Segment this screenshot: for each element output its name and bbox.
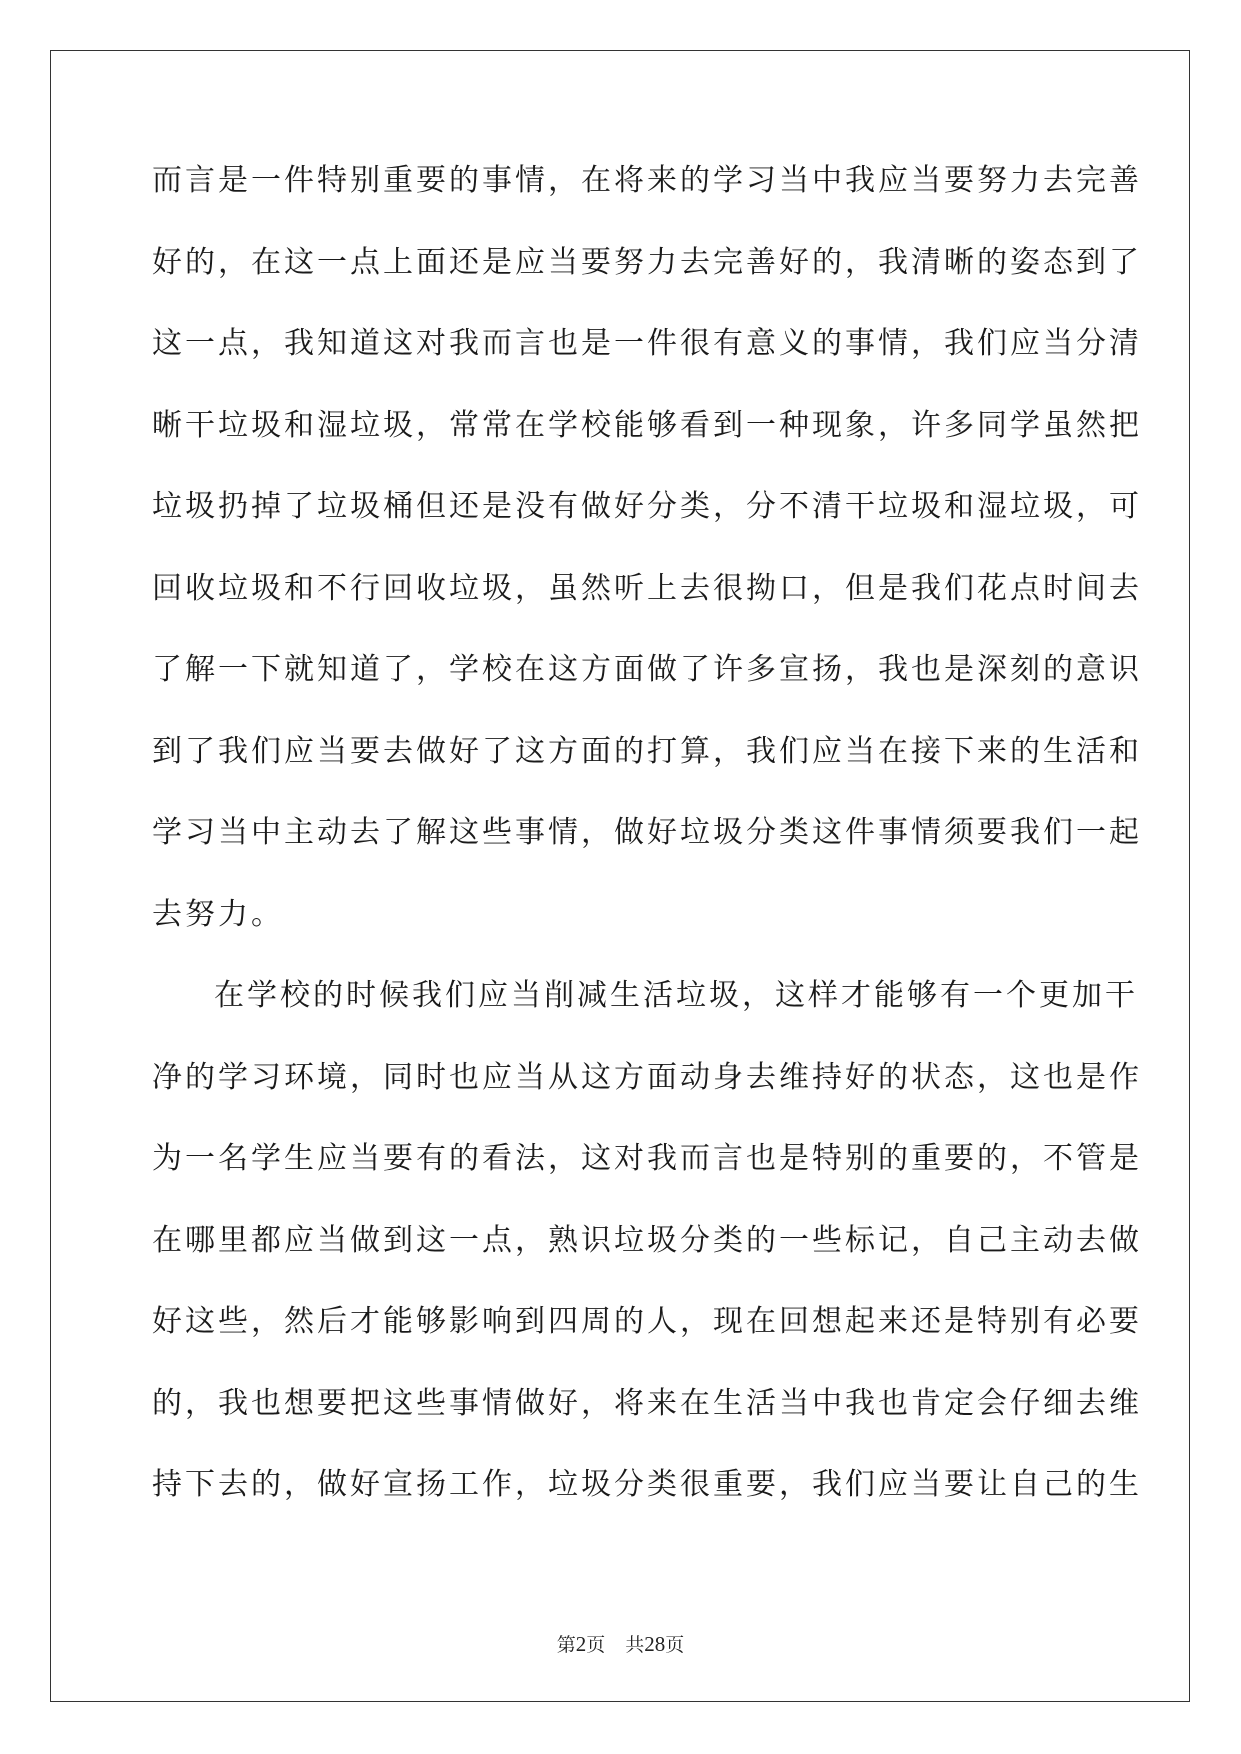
text-line: 去努力。 bbox=[152, 896, 284, 932]
text-line: 持下去的，做好宣扬工作，垃圾分类很重要，我们应当要让自己的生 bbox=[152, 1467, 1142, 1502]
total-suffix: 页 bbox=[665, 1635, 685, 1656]
text-line: 好这些，然后才能够影响到四周的人，现在回想起来还是特别有必要 bbox=[152, 1304, 1142, 1339]
text-line: 而言是一件特别重要的事情，在将来的学习当中我应当要努力去完善 bbox=[152, 163, 1142, 198]
text-line: 的，我也想要把这些事情做好，将来在生活当中我也肯定会仔细去维 bbox=[152, 1385, 1142, 1421]
text-line-paragraph-start: 在学校的时候我们应当削减生活垃圾，这样才能够有一个更加干 bbox=[214, 978, 1138, 1013]
text-line: 到了我们应当要去做好了这方面的打算，我们应当在接下来的生活和 bbox=[152, 733, 1142, 769]
text-line: 为一名学生应当要有的看法，这对我而言也是特别的重要的，不管是 bbox=[152, 1141, 1142, 1176]
text-line: 在哪里都应当做到这一点，熟识垃圾分类的一些标记，自己主动去做 bbox=[152, 1222, 1142, 1258]
text-line: 垃圾扔掉了垃圾桶但还是没有做好分类，分不清干垃圾和湿垃圾，可 bbox=[152, 489, 1142, 524]
text-line: 晰干垃圾和湿垃圾，常常在学校能够看到一种现象，许多同学虽然把 bbox=[152, 407, 1142, 443]
total-prefix: 共 bbox=[625, 1635, 645, 1656]
page-total: 28 bbox=[644, 1632, 666, 1656]
text-line: 好的，在这一点上面还是应当要努力去完善好的，我清晰的姿态到了 bbox=[152, 244, 1142, 280]
page-current: 2 bbox=[575, 1632, 587, 1656]
text-line: 净的学习环境，同时也应当从这方面动身去维持好的状态，这也是作 bbox=[152, 1059, 1142, 1095]
text-line: 这一点，我知道这对我而言也是一件很有意义的事情，我们应当分清 bbox=[152, 326, 1142, 361]
body-text bbox=[152, 158, 1142, 1544]
text-line: 了解一下就知道了，学校在这方面做了许多宣扬，我也是深刻的意识 bbox=[152, 652, 1142, 687]
text-line: 学习当中主动去了解这些事情，做好垃圾分类这件事情须要我们一起 bbox=[152, 815, 1142, 850]
page-prefix: 第 bbox=[556, 1635, 576, 1656]
page-footer bbox=[0, 1630, 1241, 1657]
page-suffix: 页 bbox=[586, 1635, 606, 1656]
text-line: 回收垃圾和不行回收垃圾，虽然听上去很拗口，但是我们花点时间去 bbox=[152, 570, 1142, 606]
